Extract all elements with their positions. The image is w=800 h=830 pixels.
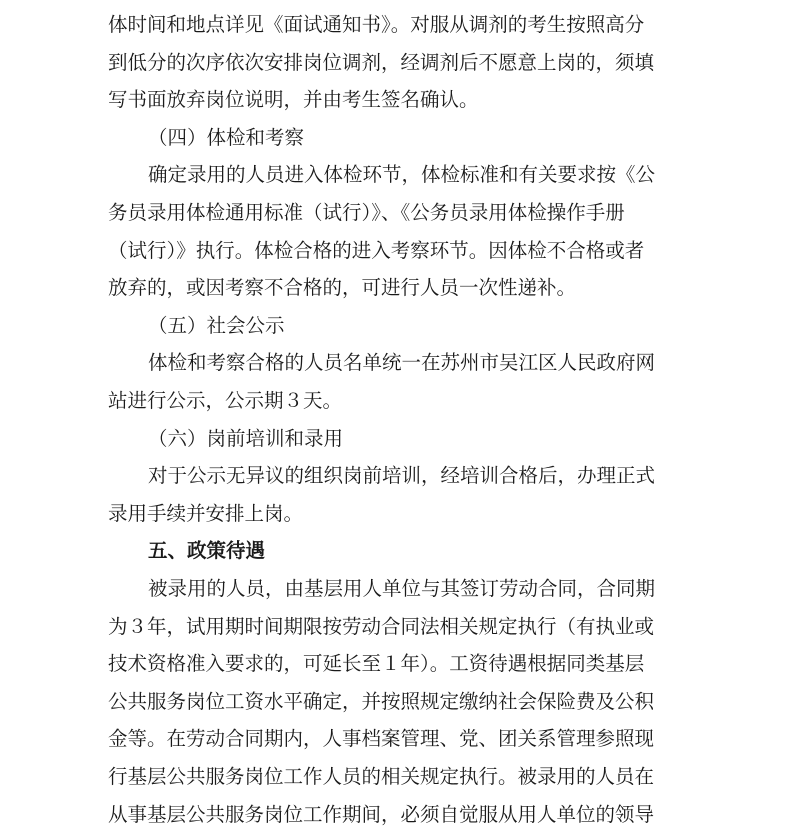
body-text-line: 被录用的人员，由基层用人单位与其签订劳动合同，合同期 [148,577,656,600]
body-text-line: 金等。在劳动合同期内，人事档案管理、党、团关系管理参照现 [108,727,655,751]
body-text-line: 放弃的，或因考察不合格的，可进行人员一次性递补。 [108,276,577,300]
section-heading: 五、政策待遇 [148,539,266,563]
body-text-line: 站进行公示，公示期３天。 [108,389,343,412]
body-text-line: 体检和考察合格的人员名单统一在苏州市吴江区人民政府网 [148,351,656,375]
body-text-line: 从事基层公共服务岗位工作期间，必须自觉服从用人单位的领导 [108,802,655,826]
body-text-line: 行基层公共服务岗位工作人员的相关规定执行。被录用的人员在 [108,765,655,788]
body-text-line: 录用手续并安排上岗。 [108,501,304,525]
body-text-line: 公共服务岗位工资水平确定，并按照规定缴纳社会保险费及公积 [108,689,655,713]
section-subheading: （六）岗前培训和录用 [148,426,344,450]
body-text-line: 为３年，试用期时间期限按劳动合同法相关规定执行（有执业或 [108,614,655,638]
body-text-line: 对于公示无异议的组织岗前培训，经培训合格后，办理正式 [148,464,656,488]
body-text-line: 确定录用的人员进入体检环节，体检标准和有关要求按《公 [148,163,656,187]
body-text-line: 到低分的次序依次安排岗位调剂，经调剂后不愿意上岗的，须填 [108,50,655,74]
body-text-line: （试行）》执行。体检合格的进入考察环节。因体检不合格或者 [108,238,645,262]
section-subheading: （四）体检和考察 [148,125,305,149]
section-subheading: （五）社会公示 [148,313,285,337]
body-text-line: 体时间和地点详见《面试通知书》。对服从调剂的考生按照高分 [108,13,645,36]
body-text-line: 技术资格准入要求的，可延长至１年）。工资待遇根据同类基层 [108,652,645,676]
body-text-line: 务员录用体检通用标准（试行）》、《公务员录用体检操作手册 [108,201,625,224]
body-text-line: 写书面放弃岗位说明，并由考生签名确认。 [108,88,479,112]
